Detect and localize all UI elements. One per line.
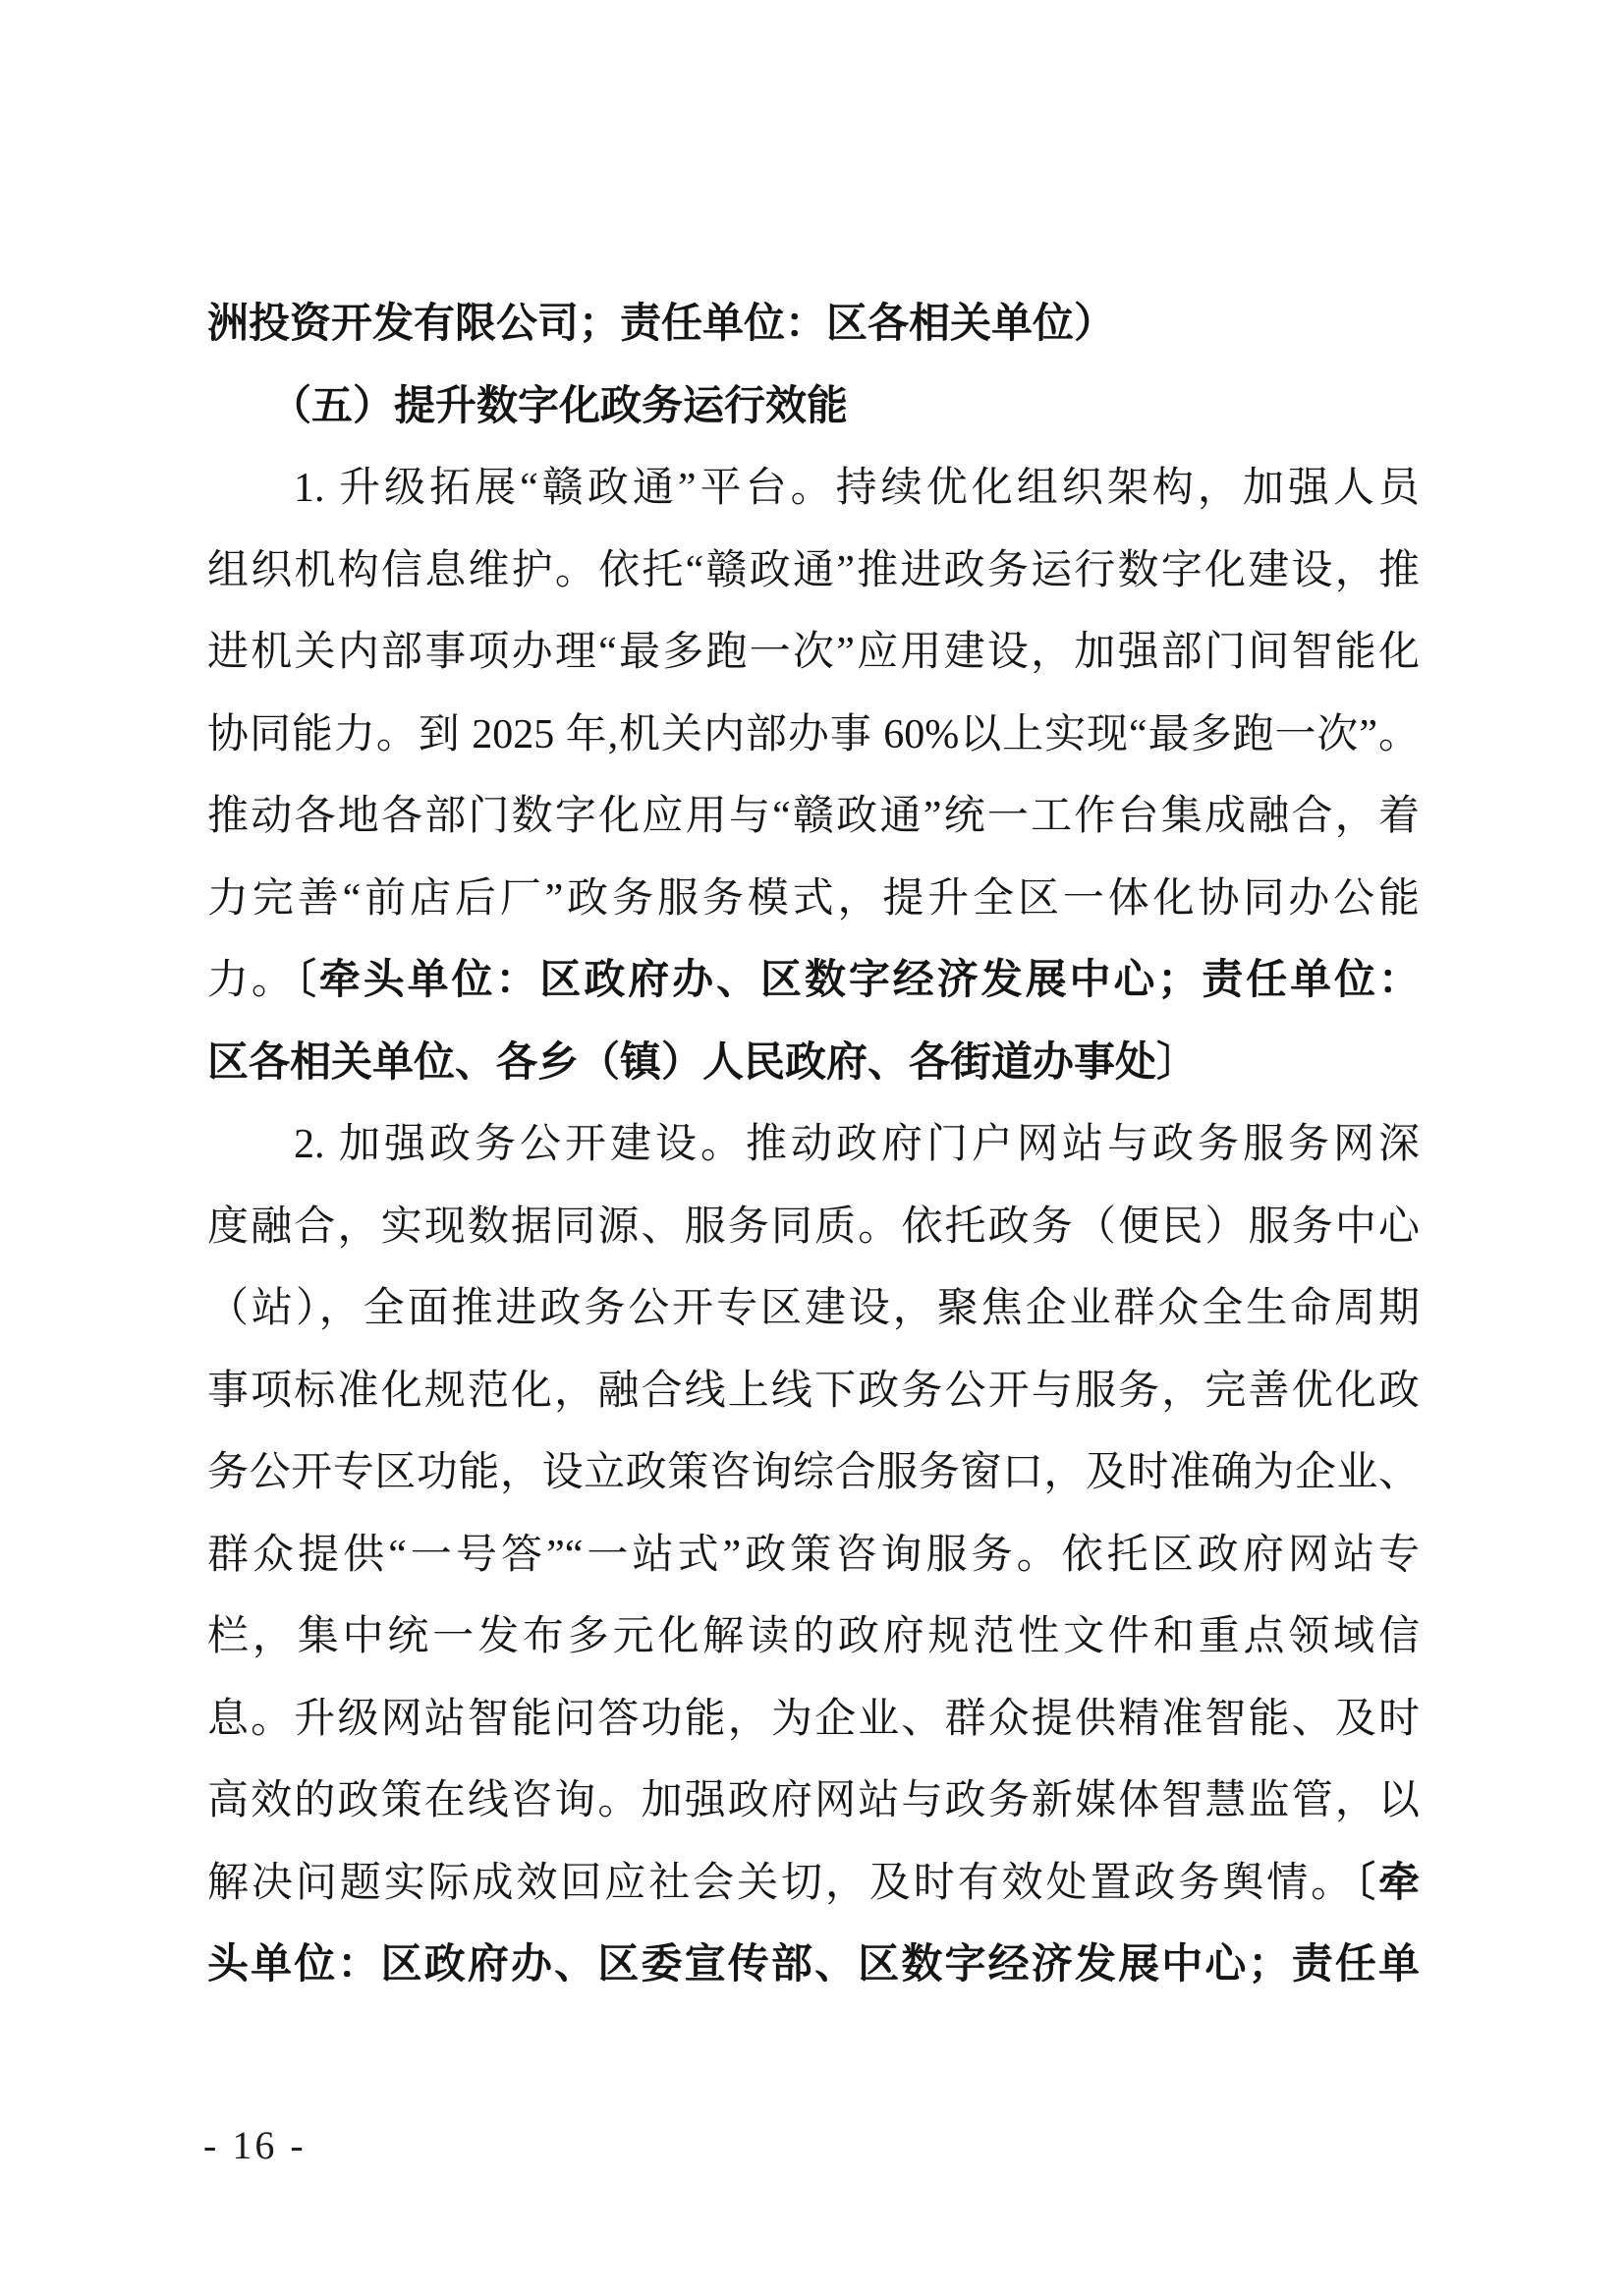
text-segment: 高效的政策在线咨询。加强政府网站与政务新媒体智慧监管，以: [207, 1778, 1420, 1823]
text-segment: 〔牵: [1355, 1860, 1420, 1906]
text-line: [207, 695, 1420, 777]
text-line: [207, 448, 1420, 531]
text-line: [207, 859, 1420, 941]
text-segment: 组织机构信息维护。依托“赣政通”推进政务运行数字化建设，推: [207, 547, 1420, 593]
text-line: [207, 1679, 1420, 1762]
text-segment: 力。: [207, 958, 296, 1003]
text-segment: 1. 升级拓展“赣政通”平台。持续优化组织架构，加强人员: [294, 466, 1420, 511]
text-segment: 区各相关单位、各乡（镇）人民政府、各街道办事处〕: [207, 1039, 1199, 1086]
text-line: [207, 1432, 1420, 1515]
text-segment: 息。升级网站智能问答功能，为企业、群众提供精准智能、及时: [207, 1696, 1420, 1742]
text-line: [207, 1515, 1420, 1597]
text-line: [207, 1023, 1420, 1105]
text-line: [207, 1104, 1420, 1187]
text-line: [207, 1268, 1420, 1351]
text-line: [207, 531, 1420, 613]
text-segment: 度融合，实现数据同源、服务同质。依托政务（便民）服务中心: [207, 1204, 1420, 1250]
text-segment: 推动各地各部门数字化应用与“赣政通”统一工作台集成融合，着: [207, 794, 1420, 839]
text-segment: （站），全面推进政务公开专区建设，聚焦企业群众全生命周期: [207, 1286, 1420, 1331]
page-number: - 16 -: [203, 2123, 307, 2167]
text-line: [207, 776, 1420, 859]
text-line: [207, 1351, 1420, 1433]
text-segment: 协同能力。到 2025 年,机关内部办事 60%以上实现“最多跑一次”。: [207, 711, 1420, 757]
text-line: [207, 284, 1420, 366]
document-body: [207, 284, 1420, 2007]
text-segment: 2. 加强政务公开建设。推动政府门户网站与政务服务网深: [294, 1122, 1420, 1167]
text-segment: 群众提供“一号答”“一站式”政策咨询服务。依托区政府网站专: [207, 1532, 1420, 1578]
text-segment: 进机关内部事项办理“最多跑一次”应用建设，加强部门间智能化: [207, 630, 1420, 675]
text-segment: 务公开专区功能，设立政策咨询综合服务窗口，及时准确为企业、: [207, 1450, 1420, 1495]
text-line: [207, 1761, 1420, 1843]
text-line: [207, 1843, 1420, 1926]
text-line: [207, 1187, 1420, 1269]
text-line: [207, 612, 1420, 695]
text-line: [207, 940, 1420, 1023]
section-heading: [207, 366, 1420, 449]
text-segment: 洲投资开发有限公司；责任单位：区各相关单位）: [207, 302, 1116, 347]
text-segment: （五）提升数字化政务运行效能: [270, 383, 849, 429]
text-segment: 头单位：区政府办、区委宣传部、区数字经济发展中心；责任单: [207, 1942, 1420, 1988]
text-line: [207, 1925, 1420, 2007]
text-segment: 解决问题实际成效回应社会关切，及时有效处置政务舆情。: [207, 1860, 1356, 1906]
text-segment: 〔牵头单位：区政府办、区数字经济发展中心；责任单位：: [295, 958, 1420, 1003]
text-segment: 力完善“前店后厂”政务服务模式，提升全区一体化协同办公能: [207, 875, 1420, 922]
text-line: [207, 1596, 1420, 1679]
text-segment: 事项标准化规范化，融合线上线下政务公开与服务，完善优化政: [207, 1368, 1420, 1414]
text-segment: 栏，集中统一发布多元化解读的政府规范性文件和重点领域信: [207, 1614, 1420, 1659]
